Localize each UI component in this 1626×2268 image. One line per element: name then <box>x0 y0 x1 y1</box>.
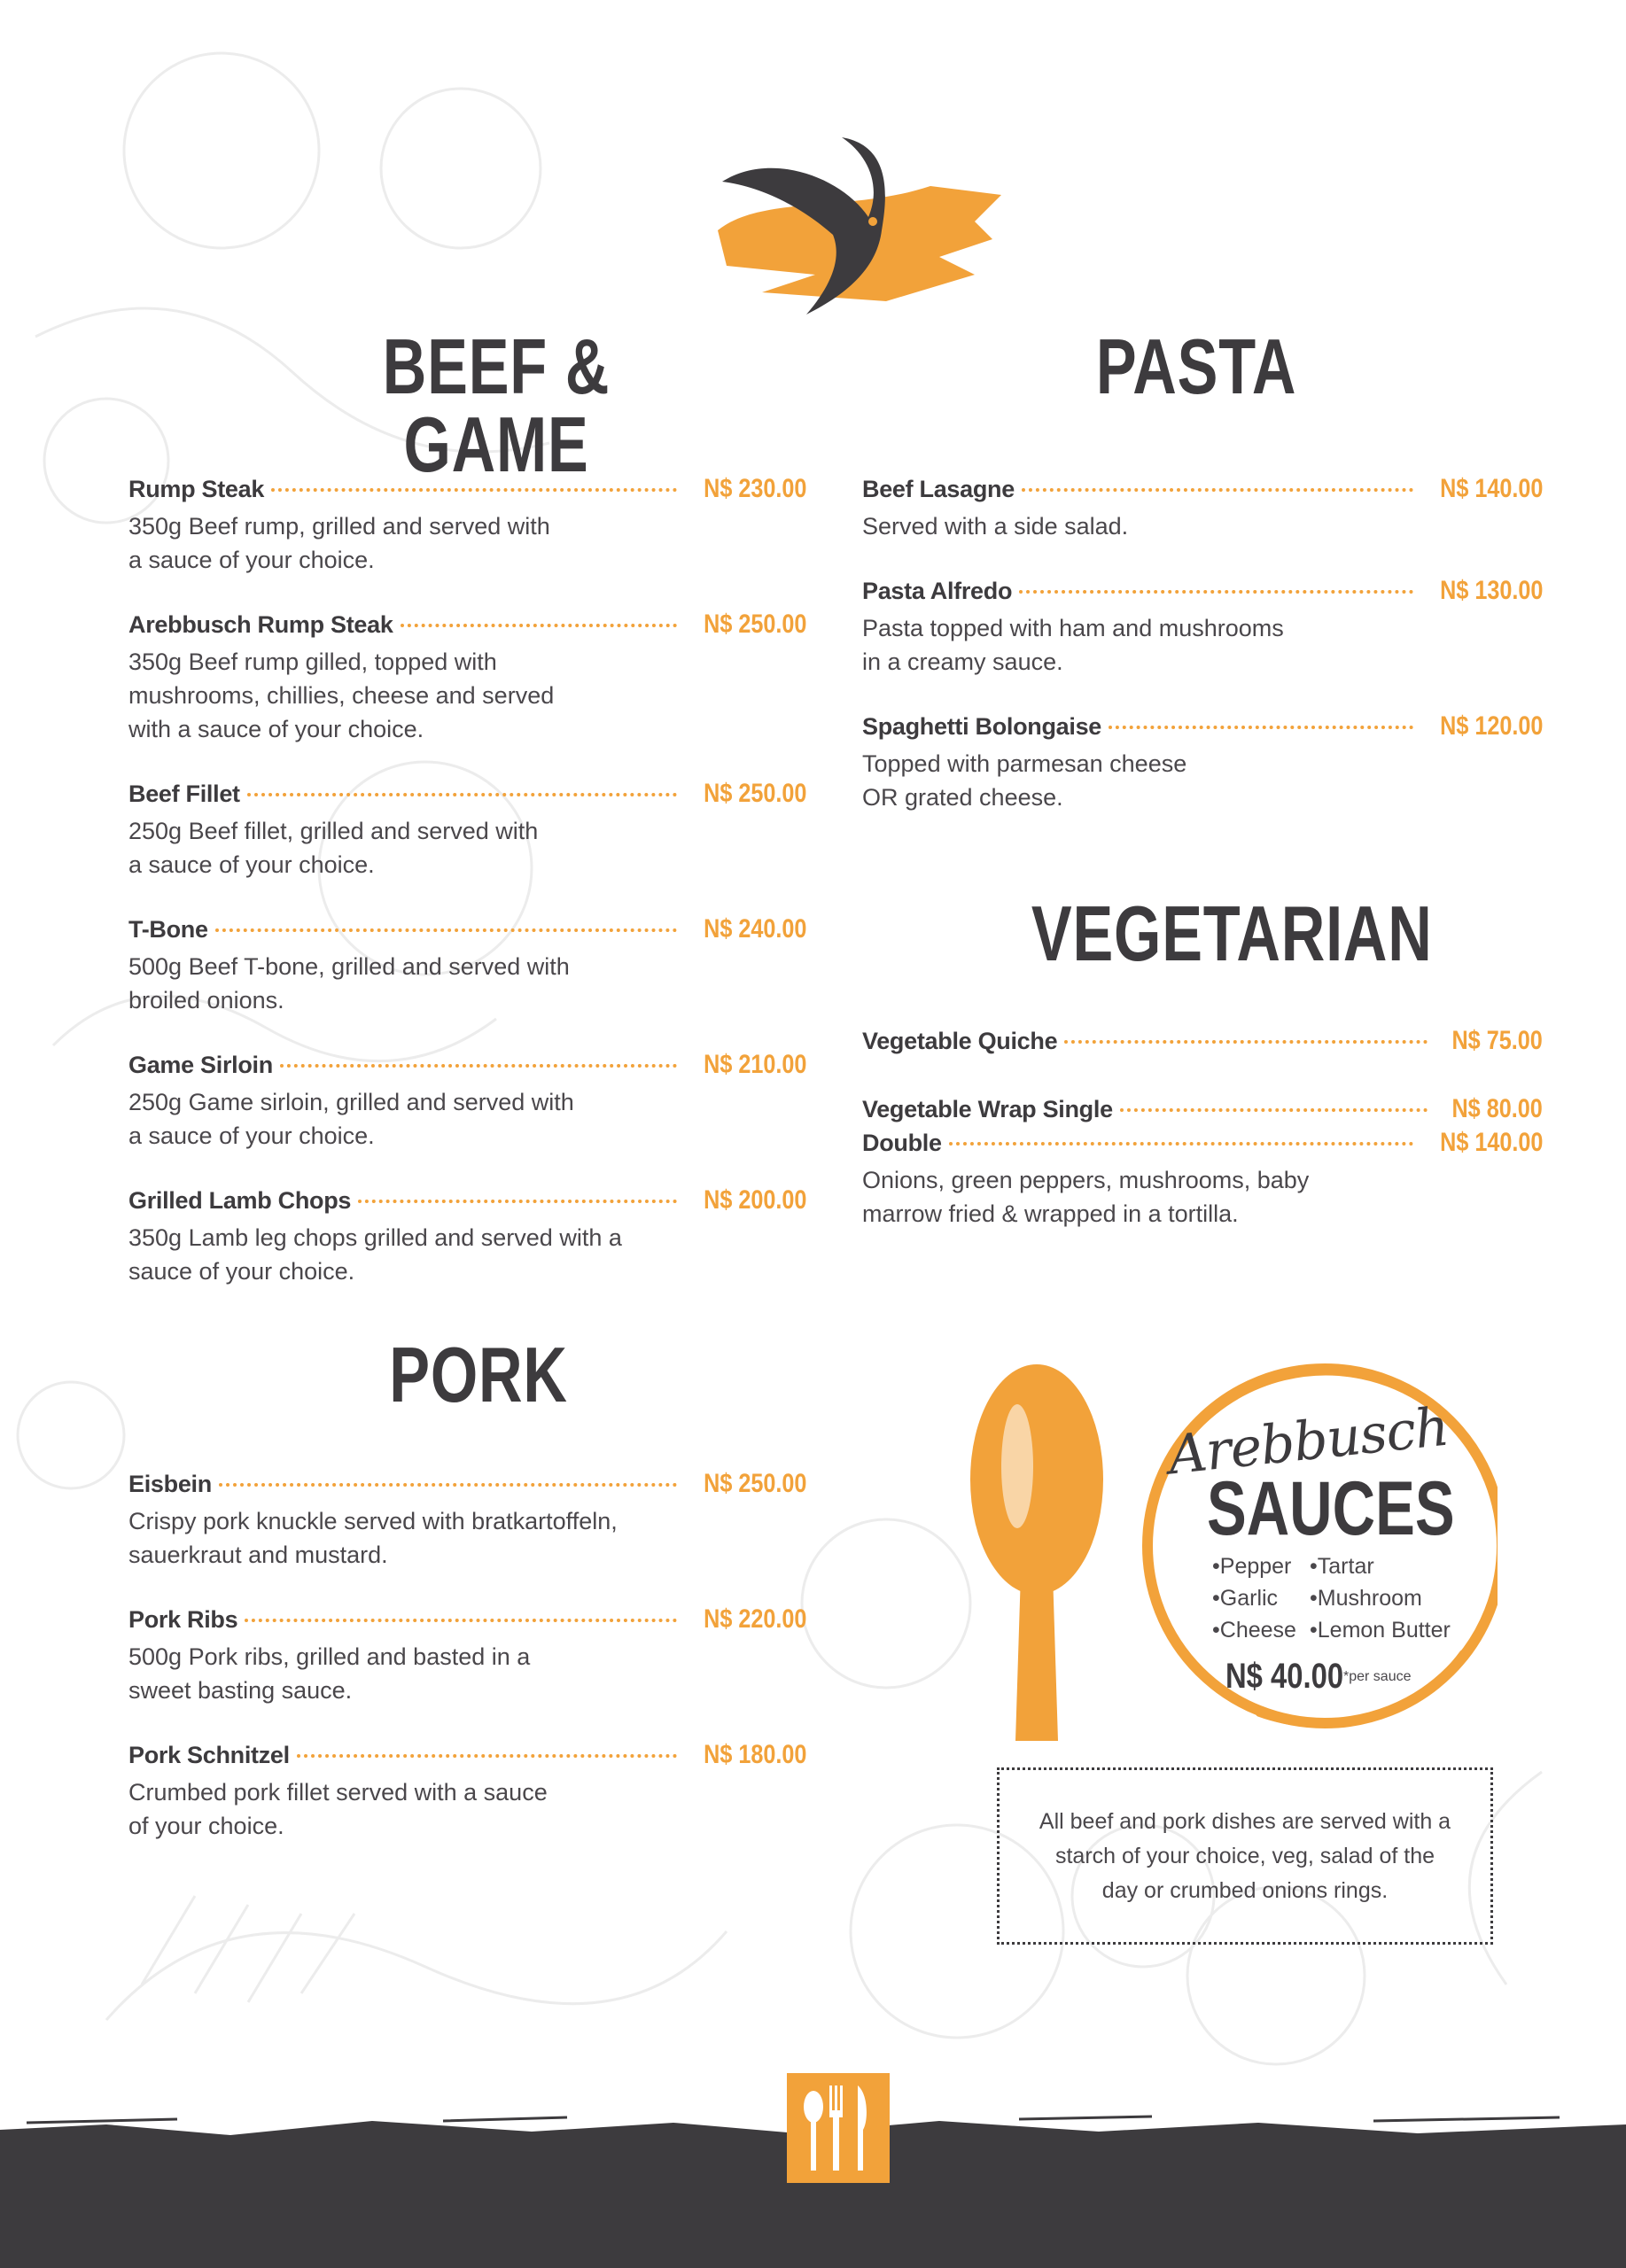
item-name: Beef Lasagne <box>862 476 1015 502</box>
item-name: Spaghetti Bolongaise <box>862 713 1102 740</box>
menu-item-vegetable-wrap-single <box>862 1094 1543 1124</box>
leader-dots <box>1109 726 1413 729</box>
leader-dots <box>1022 488 1413 492</box>
leader-dots <box>280 1064 677 1068</box>
sauce-item: • Garlic <box>1212 1584 1310 1612</box>
item-description: Pasta topped with ham and mushrooms in a creamy sauce. <box>862 615 1284 675</box>
item-description: 500g Pork ribs, grilled and basted in a sweet basting sauce. <box>128 1643 531 1704</box>
item-price: N$ 230.00 <box>703 474 806 503</box>
item-name: Game Sirloin <box>128 1052 273 1078</box>
leader-dots <box>271 488 677 492</box>
item-name: Rump Steak <box>128 476 265 502</box>
item-description: 350g Lamb leg chops grilled and served with a sauce of your choice. <box>128 1224 622 1285</box>
leader-dots <box>1064 1040 1428 1044</box>
item-name: Arebbusch Rump Steak <box>128 611 393 638</box>
item-name: Vegetable Wrap Single <box>862 1096 1113 1122</box>
item-price: N$ 240.00 <box>703 914 806 944</box>
menu-item-t-bone <box>128 914 806 1017</box>
menu-item-vegetable-wrap-double <box>862 1128 1543 1231</box>
menu-item-grilled-lamb-chops <box>128 1185 806 1288</box>
leader-dots <box>401 624 677 627</box>
item-name: Eisbein <box>128 1471 212 1497</box>
sauce-price-note: *per sauce <box>1343 1669 1412 1684</box>
cutlery-badge <box>787 2073 890 2183</box>
menu-item-beef-lasagne <box>862 474 1543 543</box>
leader-dots <box>1120 1108 1428 1112</box>
sauce-item: • Mushroom <box>1310 1584 1478 1612</box>
sauce-item: • Tartar <box>1310 1552 1478 1581</box>
item-price: N$ 250.00 <box>703 779 806 808</box>
item-description: 350g Beef rump gilled, topped with mushrooms, chillies, cheese and served with a sauce of your choice. <box>128 649 555 742</box>
leader-dots <box>1019 590 1412 594</box>
item-price: N$ 180.00 <box>703 1740 806 1769</box>
sauce-item: • Lemon Butter <box>1310 1616 1478 1644</box>
menu-item-vegetable-quiche <box>862 1026 1543 1056</box>
leader-dots <box>949 1142 1413 1146</box>
section-title-pork: PORK <box>389 1331 568 1418</box>
item-description: 500g Beef T-bone, grilled and served with broiled onions. <box>128 953 570 1014</box>
cutlery-icon <box>787 2073 890 2183</box>
item-price: N$ 75.00 <box>1451 1026 1543 1055</box>
menu-item-game-sirloin <box>128 1050 806 1153</box>
menu-item-spaghetti-bolongaise <box>862 711 1543 814</box>
leader-dots <box>297 1754 677 1758</box>
side-dishes-notice: All beef and pork dishes are served with a starch of your choice, veg, salad of the day or crumbed onions rings. <box>997 1767 1493 1945</box>
leader-dots <box>358 1200 676 1203</box>
swallow-bird-logo-icon <box>709 133 1010 328</box>
section-title-beef-game: BEEF & GAME <box>382 322 611 488</box>
sauces-script-title: Arebbusch <box>1165 1395 1451 1487</box>
item-description: Crumbed pork fillet served with a sauce of your choice. <box>128 1779 548 1839</box>
menu-item-beef-fillet <box>128 779 806 882</box>
item-description: Served with a side salad. <box>862 513 1129 540</box>
item-description: Crispy pork knuckle served with bratkartoffeln, sauerkraut and mustard. <box>128 1508 618 1568</box>
sauce-price: N$ 40.00 <box>1225 1657 1344 1696</box>
item-price: N$ 130.00 <box>1439 576 1543 605</box>
menu-item-pasta-alfredo <box>862 576 1543 679</box>
item-price: N$ 250.00 <box>703 1469 806 1498</box>
item-name: Pork Ribs <box>128 1606 238 1633</box>
leader-dots <box>245 1619 676 1622</box>
menu-item-pork-ribs <box>128 1604 806 1707</box>
section-title-pasta: PASTA <box>1095 322 1297 410</box>
sauce-item: • Pepper <box>1212 1552 1310 1581</box>
section-title-vegetarian: VEGETARIAN <box>1031 889 1433 977</box>
spoon-icon <box>970 1364 1103 1741</box>
menu-item-rump-steak <box>128 474 806 577</box>
item-name: Beef Fillet <box>128 781 240 807</box>
sauce-item: • Cheese <box>1212 1616 1310 1644</box>
item-price: N$ 200.00 <box>703 1185 806 1215</box>
sauce-list <box>1212 1552 1478 1644</box>
item-description: 250g Beef fillet, grilled and served with a sauce of your choice. <box>128 818 539 878</box>
item-price: N$ 120.00 <box>1439 711 1543 741</box>
item-description: 250g Game sirloin, grilled and served with a sauce of your choice. <box>128 1089 574 1149</box>
item-description: 350g Beef rump, grilled and served with a sauce of your choice. <box>128 513 550 573</box>
item-description: Topped with parmesan cheese OR grated cheese. <box>862 750 1187 811</box>
menu-item-arebbusch-rump-steak <box>128 610 806 746</box>
item-name: T-Bone <box>128 916 208 943</box>
item-price: N$ 210.00 <box>703 1050 806 1079</box>
item-name: Vegetable Quiche <box>862 1028 1058 1054</box>
item-price: N$ 140.00 <box>1439 1128 1543 1157</box>
leader-dots <box>219 1483 677 1487</box>
leader-dots <box>215 928 677 932</box>
item-name: Pasta Alfredo <box>862 578 1013 604</box>
item-name: Pork Schnitzel <box>128 1742 290 1768</box>
item-price: N$ 80.00 <box>1451 1094 1543 1123</box>
item-price: N$ 220.00 <box>703 1604 806 1634</box>
item-price: N$ 140.00 <box>1439 474 1543 503</box>
leader-dots <box>247 793 677 796</box>
menu-item-eisbein <box>128 1469 806 1572</box>
item-name: Double <box>862 1130 942 1156</box>
item-name: Grilled Lamb Chops <box>128 1187 352 1214</box>
item-description: Onions, green peppers, mushrooms, baby marrow fried & wrapped in a tortilla. <box>862 1167 1310 1227</box>
sauces-title: SAUCES <box>1207 1466 1455 1551</box>
item-price: N$ 250.00 <box>703 610 806 639</box>
menu-item-pork-schnitzel <box>128 1740 806 1843</box>
